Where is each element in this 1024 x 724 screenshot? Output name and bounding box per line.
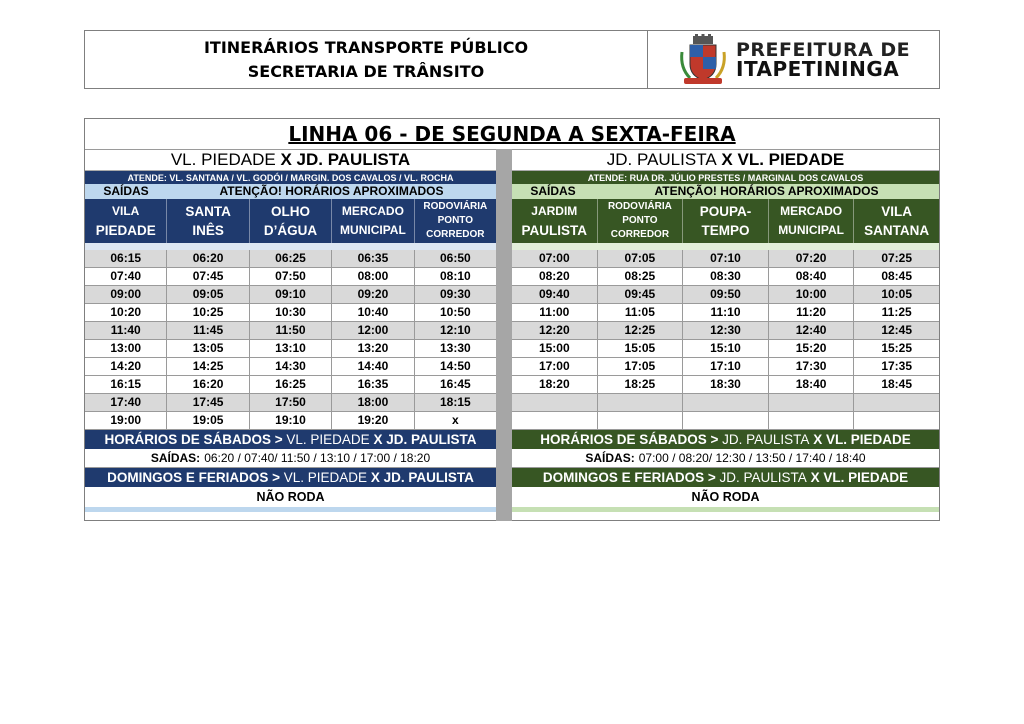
route-left-x: X: [280, 149, 292, 169]
col-header: POUPA- TEMPO: [682, 199, 768, 243]
table-row: [85, 322, 496, 340]
table-cell: 07:10: [682, 250, 768, 268]
col-header: RODOVIÁRIA PONTO CORREDOR: [414, 199, 496, 243]
table-cell: 06:50: [414, 250, 496, 268]
schedule-left: [85, 149, 496, 512]
table-cell: [512, 412, 597, 430]
schedule-table: [84, 118, 940, 521]
table-row: [512, 394, 939, 412]
route-left-from: VL. PIEDADE: [170, 149, 276, 169]
table-cell: 15:10: [682, 340, 768, 358]
atencao-label: ATENÇÃO! HORÁRIOS APROXIMADOS: [654, 184, 879, 198]
table-cell: 17:00: [512, 358, 597, 376]
atende-left: ATENDE: VL. SANTANA / VL. GODÓI / MARGIN. DOS CAVALOS / VL. ROCHA: [85, 171, 496, 184]
route-right-to: VL. PIEDADE: [737, 149, 845, 169]
prefeitura-line2: ITAPETININGA: [736, 56, 900, 81]
table-cell: 19:05: [166, 412, 248, 430]
table-cell: 13:10: [249, 340, 331, 358]
table-cell: 18:30: [682, 376, 768, 394]
table-cell: 11:25: [853, 304, 939, 322]
col-header: OLHO D’ÁGUA: [249, 199, 331, 243]
document-header: [84, 30, 940, 89]
route-right-from: JD. PAULISTA: [606, 149, 717, 169]
table-cell: 11:00: [512, 304, 597, 322]
table-cell: 08:25: [597, 268, 683, 286]
table-cell: 07:40: [85, 268, 166, 286]
table-cell: 10:40: [331, 304, 413, 322]
table-cell: 07:20: [768, 250, 854, 268]
route-left: [85, 149, 496, 171]
saidas-label: SAÍDAS: [103, 184, 149, 198]
table-cell: 10:00: [768, 286, 854, 304]
table-cell: 13:05: [166, 340, 248, 358]
table-cell: 14:40: [331, 358, 413, 376]
table-cell: 12:40: [768, 322, 854, 340]
prefeitura-name: [736, 38, 911, 81]
table-row: [85, 268, 496, 286]
table-cell: 11:45: [166, 322, 248, 340]
table-cell: 14:30: [249, 358, 331, 376]
table-row: [512, 358, 939, 376]
table-cell: 13:30: [414, 340, 496, 358]
table-row: [85, 340, 496, 358]
column-headers-left: [85, 199, 496, 243]
header-title-line2: SECRETARIA DE TRÂNSITO: [247, 61, 485, 81]
table-cell: 08:00: [331, 268, 413, 286]
table-cell: 18:45: [853, 376, 939, 394]
table-cell: 12:00: [331, 322, 413, 340]
column-headers-right: [512, 199, 939, 243]
table-cell: 13:00: [85, 340, 166, 358]
col-header: MERCADO MUNICIPAL: [331, 199, 413, 243]
col-header: VILA PIEDADE: [95, 203, 156, 238]
table-cell: 10:50: [414, 304, 496, 322]
table-cell: 18:20: [512, 376, 597, 394]
table-row: [85, 412, 496, 430]
column-divider: [496, 149, 512, 521]
table-cell: 16:25: [249, 376, 331, 394]
table-cell: [853, 412, 939, 430]
sabados-saidas-right: SAÍDAS: 07:00 / 08:20/ 12:30 / 13:50 / 17:40 / 18:40: [512, 449, 939, 468]
route-right: [512, 149, 939, 171]
saidas-bar-left: [85, 184, 496, 199]
col-header: SANTA INÊS: [166, 199, 248, 243]
table-cell: 08:10: [414, 268, 496, 286]
domingos-info-right: NÃO RODA: [691, 490, 760, 504]
table-row: [85, 250, 496, 268]
table-cell: 16:45: [414, 376, 496, 394]
table-cell: 18:25: [597, 376, 683, 394]
table-row: [85, 358, 496, 376]
table-cell: 09:05: [166, 286, 248, 304]
table-cell: 16:35: [331, 376, 413, 394]
col-header: RODOVIÁRIA PONTO CORREDOR: [597, 199, 683, 243]
saidas-label: SAÍDAS: [530, 184, 576, 198]
domingos-header-right: DOMINGOS E FERIADOS > JD. PAULISTA X VL. PIEDADE: [512, 468, 939, 487]
table-cell: 15:25: [853, 340, 939, 358]
table-cell: 18:00: [331, 394, 413, 412]
table-cell: 16:20: [166, 376, 248, 394]
table-row: [512, 412, 939, 430]
table-cell: 11:20: [768, 304, 854, 322]
table-cell: 11:10: [682, 304, 768, 322]
table-row: [85, 286, 496, 304]
table-cell: 08:40: [768, 268, 854, 286]
header-title-block: [85, 31, 648, 88]
table-cell: 19:00: [85, 412, 166, 430]
table-cell: 10:20: [85, 304, 166, 322]
table-cell: 09:50: [682, 286, 768, 304]
table-cell: 17:30: [768, 358, 854, 376]
header-title-line1: ITINERÁRIOS TRANSPORTE PÚBLICO: [203, 37, 529, 57]
table-cell: 09:20: [331, 286, 413, 304]
col-header: VILA SANTANA: [853, 199, 939, 243]
table-cell: 18:40: [768, 376, 854, 394]
table-cell: 09:40: [512, 286, 597, 304]
schedule-title: LINHA 06 - DE SEGUNDA A SEXTA-FEIRA: [85, 119, 939, 150]
route-right-x: X: [721, 149, 733, 169]
sabados-header-right: HORÁRIOS DE SÁBADOS > JD. PAULISTA X VL. PIEDADE: [512, 430, 939, 449]
table-cell: 08:30: [682, 268, 768, 286]
saidas-bar-right: [512, 184, 939, 199]
table-cell: 06:15: [85, 250, 166, 268]
sabados-saidas-left: SAÍDAS: 06:20 / 07:40/ 11:50 / 13:10 / 17:00 / 18:20: [85, 449, 496, 468]
table-cell: x: [414, 412, 496, 430]
prefeitura-line1: PREFEITURA DE: [736, 38, 911, 61]
domingos-info-left: NÃO RODA: [256, 490, 325, 504]
table-cell: 12:30: [682, 322, 768, 340]
table-cell: 13:20: [331, 340, 413, 358]
coat-of-arms-icon: [678, 34, 728, 86]
col-header: MERCADO MUNICIPAL: [768, 199, 854, 243]
table-cell: 07:50: [249, 268, 331, 286]
table-cell: 19:20: [331, 412, 413, 430]
table-row: [85, 304, 496, 322]
table-cell: [768, 412, 854, 430]
table-cell: 17:05: [597, 358, 683, 376]
table-cell: 16:15: [85, 376, 166, 394]
table-cell: 06:25: [249, 250, 331, 268]
sabados-header-left: HORÁRIOS DE SÁBADOS > VL. PIEDADE X JD. PAULISTA: [85, 430, 496, 449]
table-row: [512, 376, 939, 394]
table-cell: 17:35: [853, 358, 939, 376]
table-cell: 15:00: [512, 340, 597, 358]
table-cell: 17:45: [166, 394, 248, 412]
table-cell: 09:30: [414, 286, 496, 304]
domingos-header-left: DOMINGOS E FERIADOS > VL. PIEDADE X JD. PAULISTA: [85, 468, 496, 487]
schedule-right: [512, 149, 939, 512]
table-cell: 18:15: [414, 394, 496, 412]
table-cell: 08:45: [853, 268, 939, 286]
table-cell: 14:50: [414, 358, 496, 376]
table-cell: 17:10: [682, 358, 768, 376]
table-cell: 17:40: [85, 394, 166, 412]
table-row: [85, 376, 496, 394]
table-cell: 14:25: [166, 358, 248, 376]
table-cell: 07:00: [512, 250, 597, 268]
table-cell: 08:20: [512, 268, 597, 286]
table-cell: 09:00: [85, 286, 166, 304]
table-cell: 12:45: [853, 322, 939, 340]
table-cell: 19:10: [249, 412, 331, 430]
table-row: [85, 394, 496, 412]
table-cell: [597, 412, 683, 430]
table-row: [512, 322, 939, 340]
table-cell: 15:20: [768, 340, 854, 358]
table-cell: 07:25: [853, 250, 939, 268]
table-cell: 12:10: [414, 322, 496, 340]
table-cell: 11:50: [249, 322, 331, 340]
table-row: [512, 268, 939, 286]
table-cell: 07:05: [597, 250, 683, 268]
table-cell: 06:35: [331, 250, 413, 268]
table-cell: [512, 394, 597, 412]
table-cell: 14:20: [85, 358, 166, 376]
table-cell: 10:25: [166, 304, 248, 322]
table-cell: 06:20: [166, 250, 248, 268]
prefeitura-logo-block: [648, 31, 939, 88]
atende-right: ATENDE: RUA DR. JÚLIO PRESTES / MARGINAL DOS CAVALOS: [512, 171, 939, 184]
table-cell: 10:30: [249, 304, 331, 322]
table-cell: 11:05: [597, 304, 683, 322]
table-cell: [682, 412, 768, 430]
table-cell: 10:05: [853, 286, 939, 304]
table-cell: [682, 394, 768, 412]
table-row: [512, 304, 939, 322]
table-cell: [853, 394, 939, 412]
table-cell: 07:45: [166, 268, 248, 286]
table-cell: 12:25: [597, 322, 683, 340]
table-cell: 17:50: [249, 394, 331, 412]
col-header: JARDIM PAULISTA: [521, 203, 588, 238]
atencao-label: ATENÇÃO! HORÁRIOS APROXIMADOS: [219, 184, 444, 198]
table-cell: 15:05: [597, 340, 683, 358]
route-left-to: JD. PAULISTA: [296, 149, 411, 169]
table-cell: 09:10: [249, 286, 331, 304]
table-row: [512, 286, 939, 304]
table-cell: 09:45: [597, 286, 683, 304]
table-cell: [597, 394, 683, 412]
table-cell: 12:20: [512, 322, 597, 340]
table-row: [512, 340, 939, 358]
table-cell: 11:40: [85, 322, 166, 340]
table-row: [512, 250, 939, 268]
table-cell: [768, 394, 854, 412]
